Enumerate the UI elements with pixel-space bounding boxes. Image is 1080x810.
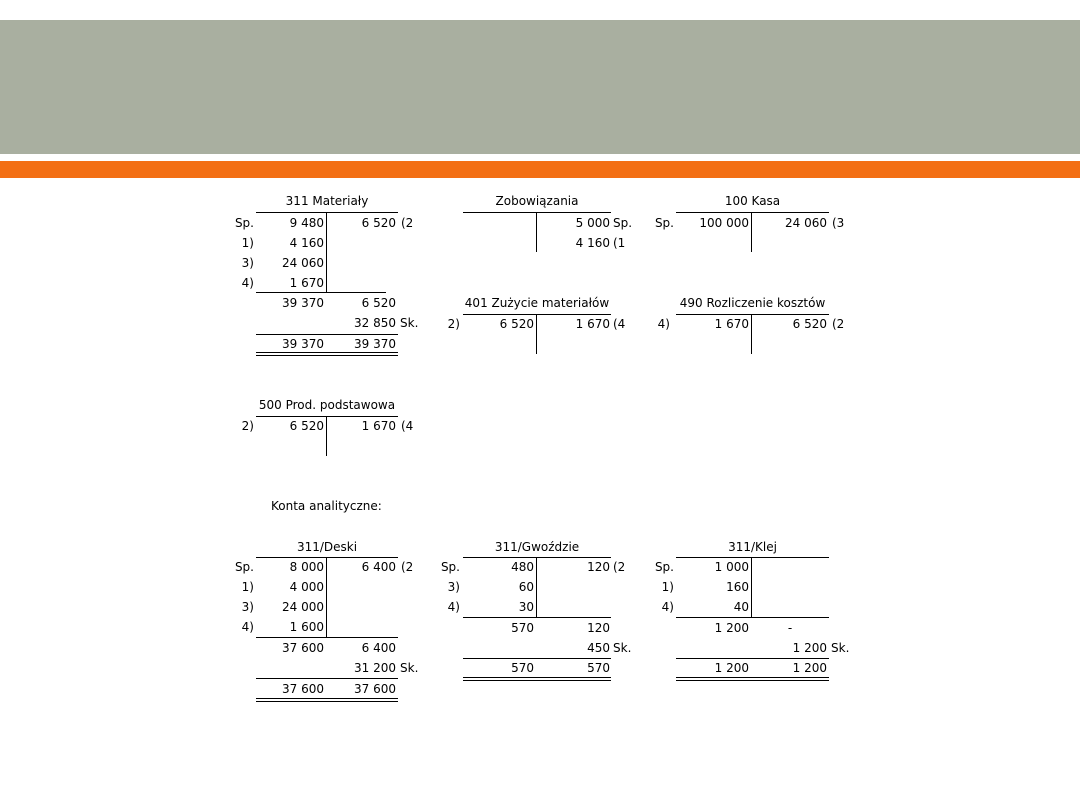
credit-ref: (1 <box>613 236 626 250</box>
subtotal-debit: 37 600 <box>282 641 324 655</box>
header-band <box>0 20 1080 154</box>
row-ref: Sp. <box>440 560 460 574</box>
debit-value: 24 060 <box>282 256 324 270</box>
subtotal-debit: 1 200 <box>714 621 749 635</box>
debit-value: 480 <box>511 560 534 574</box>
debit-value: 8 000 <box>289 560 324 574</box>
credit-ref: Sp. <box>613 216 633 230</box>
row-ref: 4) <box>657 317 670 331</box>
closing-ref: Sk. <box>831 641 850 655</box>
total-credit: 1 200 <box>792 661 827 675</box>
row-ref: 4) <box>241 620 254 634</box>
account-title: Zobowiązania <box>495 194 579 208</box>
subtotal-credit: 120 <box>587 621 610 635</box>
subtotal-debit: 570 <box>511 621 534 635</box>
debit-value: 4 160 <box>289 236 324 250</box>
credit-value: 1 670 <box>575 317 610 331</box>
credit-ref: (4 <box>401 419 414 433</box>
credit-value: 4 160 <box>575 236 610 250</box>
closing-credit: 1 200 <box>792 641 827 655</box>
total-debit: 37 600 <box>282 682 324 696</box>
debit-value: 60 <box>518 580 534 594</box>
closing-ref: Sk. <box>400 316 419 330</box>
closing-ref: Sk. <box>613 641 632 655</box>
row-ref: 4) <box>447 600 460 614</box>
debit-value: 1 670 <box>289 276 324 290</box>
row-ref: 3) <box>241 256 254 270</box>
row-ref: 1) <box>241 580 254 594</box>
debit-value: 30 <box>518 600 534 614</box>
row-ref: 2) <box>241 419 254 433</box>
row-ref: 3) <box>447 580 460 594</box>
debit-value: 6 520 <box>499 317 534 331</box>
analytic-accounts-label: Konta analityczne: <box>271 499 382 513</box>
subtotal-credit: 6 520 <box>361 296 396 310</box>
account-title: 311 Materiały <box>285 194 369 208</box>
account-title: 100 Kasa <box>724 194 781 208</box>
debit-value: 40 <box>733 600 749 614</box>
account-title: 311/Gwoździe <box>494 540 580 554</box>
closing-credit: 450 <box>587 641 610 655</box>
credit-value: 5 000 <box>575 216 610 230</box>
total-credit: 570 <box>587 661 610 675</box>
subtotal-debit: 39 370 <box>282 296 324 310</box>
row-ref: 1) <box>241 236 254 250</box>
credit-value: 6 520 <box>361 216 396 230</box>
account-title: 311/Deski <box>296 540 358 554</box>
credit-ref: (2 <box>832 317 845 331</box>
debit-value: 1 670 <box>714 317 749 331</box>
debit-value: 9 480 <box>289 216 324 230</box>
row-ref: 2) <box>447 317 460 331</box>
account-title: 401 Zużycie materiałów <box>464 296 610 310</box>
row-ref: 1) <box>661 580 674 594</box>
credit-ref: (2 <box>401 560 414 574</box>
row-ref: 4) <box>661 600 674 614</box>
debit-value: 1 600 <box>289 620 324 634</box>
accent-band <box>0 161 1080 178</box>
row-ref: 3) <box>241 600 254 614</box>
credit-value: 24 060 <box>785 216 827 230</box>
row-ref: Sp. <box>234 560 254 574</box>
row-ref: Sp. <box>234 216 254 230</box>
debit-value: 100 000 <box>699 216 749 230</box>
credit-ref: (2 <box>613 560 626 574</box>
debit-value: 160 <box>726 580 749 594</box>
total-debit: 1 200 <box>714 661 749 675</box>
debit-value: 1 000 <box>714 560 749 574</box>
credit-ref: (4 <box>613 317 626 331</box>
account-title: 490 Rozliczenie kosztów <box>679 296 826 310</box>
total-credit: 39 370 <box>354 337 396 351</box>
row-ref: Sp. <box>654 216 674 230</box>
credit-value: 6 400 <box>361 560 396 574</box>
row-ref: Sp. <box>654 560 674 574</box>
credit-ref: (3 <box>832 216 845 230</box>
row-ref: 4) <box>241 276 254 290</box>
debit-value: 6 520 <box>289 419 324 433</box>
subtotal-credit: 6 400 <box>361 641 396 655</box>
closing-credit: 32 850 <box>354 316 396 330</box>
credit-ref: (2 <box>401 216 414 230</box>
total-debit: 39 370 <box>282 337 324 351</box>
subtotal-credit: - <box>787 621 793 635</box>
closing-ref: Sk. <box>400 661 419 675</box>
total-credit: 37 600 <box>354 682 396 696</box>
debit-value: 24 000 <box>282 600 324 614</box>
credit-value: 120 <box>587 560 610 574</box>
credit-value: 1 670 <box>361 419 396 433</box>
total-debit: 570 <box>511 661 534 675</box>
account-title: 311/Klej <box>728 540 777 554</box>
account-title: 500 Prod. podstawowa <box>258 398 396 412</box>
credit-value: 6 520 <box>792 317 827 331</box>
closing-credit: 31 200 <box>354 661 396 675</box>
debit-value: 4 000 <box>289 580 324 594</box>
